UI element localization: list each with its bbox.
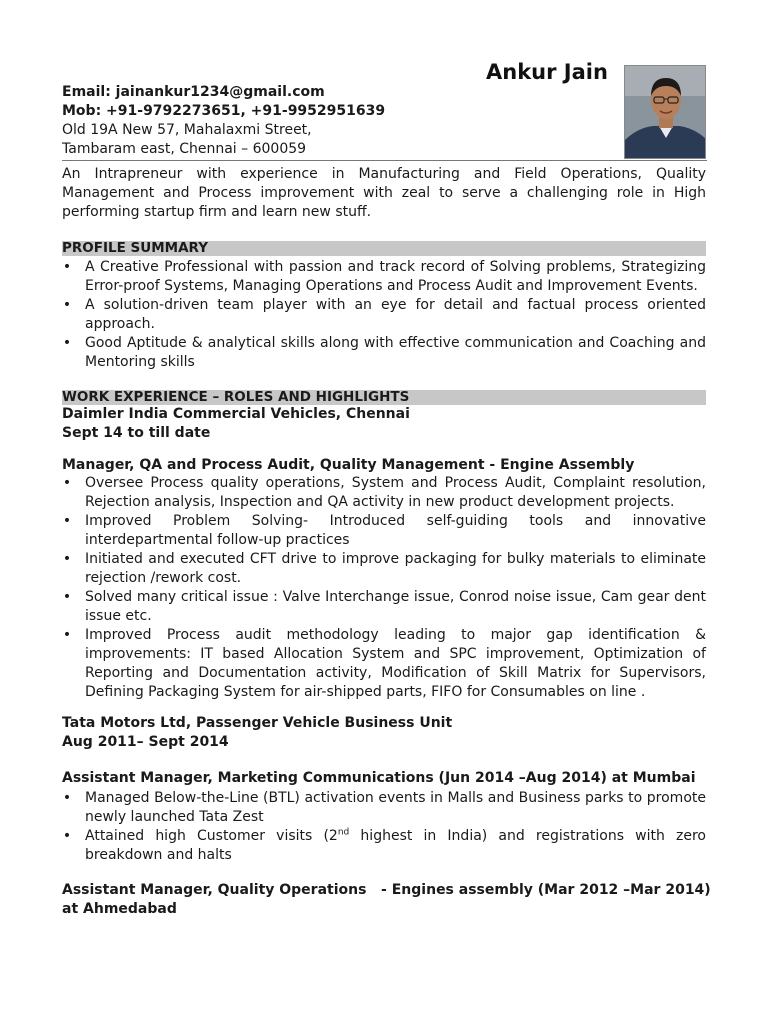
list-item-text: Oversee Process quality operations, System and Process Audit, Complaint resolution, Rejection analysis, Inspection and QA activity in new product development projects. bbox=[85, 475, 706, 510]
ordinal-suffix: nd bbox=[337, 827, 350, 838]
bullet-icon: • bbox=[62, 627, 72, 643]
role-1-title: Manager, QA and Process Audit, Quality Management - Engine Assembly bbox=[62, 457, 635, 473]
list-item-text: A Creative Professional with passion and track record of Solving problems, Strategizing Error-proof Systems, Managing Operations and Process Audit and Improvement Events. bbox=[85, 259, 706, 294]
contact-block bbox=[62, 83, 612, 159]
list-item bbox=[62, 258, 706, 296]
profile-summary-list-wrap bbox=[62, 258, 706, 372]
bullet-icon: • bbox=[62, 259, 72, 275]
list-item-text: Solved many critical issue : Valve Interchange issue, Conrod noise issue, Cam gear dent issue etc. bbox=[85, 589, 706, 624]
bullet-icon: • bbox=[62, 790, 72, 806]
list-item-text: Improved Problem Solving- Introduced self-guiding tools and innovative interdepartmental follow-up practices bbox=[85, 513, 706, 548]
bullet-icon: • bbox=[62, 297, 72, 313]
list-item bbox=[62, 512, 706, 550]
profile-photo bbox=[624, 65, 706, 159]
list-item bbox=[62, 626, 706, 702]
list-item-text-end: highest in India) and registrations with zero breakdown and halts bbox=[85, 828, 706, 863]
company-2-name: Tata Motors Ltd, Passenger Vehicle Business Unit bbox=[62, 715, 453, 731]
role-3-title: Assistant Manager, Quality Operations - Engines assembly (Mar 2012 –Mar 2014) bbox=[62, 882, 711, 898]
company-1-dates: Sept 14 to till date bbox=[62, 425, 211, 441]
list-item bbox=[62, 296, 706, 334]
career-summary: An Intrapreneur with experience in Manufacturing and Field Operations, Quality Management and Process improvement with zeal to serve a challenging role in High performing startup firm and learn new stuff. bbox=[62, 166, 706, 220]
list-item bbox=[62, 550, 706, 588]
list-item bbox=[62, 789, 706, 827]
role-2-title: Assistant Manager, Marketing Communications (Jun 2014 –Aug 2014) at Mumbai bbox=[62, 770, 696, 786]
list-item-text-start: Attained high Customer visits (2 bbox=[85, 828, 338, 844]
list-item bbox=[62, 474, 706, 512]
bullet-icon: • bbox=[62, 513, 72, 529]
address-line-1: Old 19A New 57, Mahalaxmi Street, bbox=[62, 122, 312, 138]
email-text: Email: jainankur1234@gmail.com bbox=[62, 84, 325, 100]
role-2-list bbox=[62, 789, 706, 865]
list-item bbox=[62, 827, 706, 865]
bullet-icon: • bbox=[62, 828, 72, 844]
mobile-text: Mob: +91-9792273651, +91-9952951639 bbox=[62, 103, 386, 119]
header-divider bbox=[62, 160, 707, 161]
bullet-icon: • bbox=[62, 475, 72, 491]
role-1-list-wrap bbox=[62, 474, 706, 702]
role-1-list bbox=[62, 474, 706, 702]
list-item-text: A solution-driven team player with an eye for detail and factual process oriented approach. bbox=[85, 297, 706, 332]
bullet-icon: • bbox=[62, 335, 72, 351]
list-item bbox=[62, 334, 706, 372]
role-2-list-wrap bbox=[62, 789, 706, 865]
list-item-text: Good Aptitude & analytical skills along with effective communication and Coaching and Mentoring skills bbox=[85, 335, 706, 370]
profile-summary-list bbox=[62, 258, 706, 372]
candidate-name: Ankur Jain bbox=[486, 60, 608, 84]
company-2-dates: Aug 2011– Sept 2014 bbox=[62, 734, 229, 750]
list-item-text: Improved Process audit methodology leading to major gap identification & improvements: IT based Allocation System and SPC improvement, Optimization of Reporting and Documentation activity, Modification of Skill Matrix for Supervisors, Defining Packaging System for air-shipped parts, FIFO for Consumables on line . bbox=[85, 627, 706, 700]
portrait-image bbox=[625, 66, 706, 159]
bullet-icon: • bbox=[62, 551, 72, 567]
bullet-icon: • bbox=[62, 589, 72, 605]
list-item-text bbox=[85, 828, 706, 863]
list-item-text: Managed Below-the-Line (BTL) activation events in Malls and Business parks to promote newly launched Tata Zest bbox=[85, 790, 706, 825]
list-item bbox=[62, 588, 706, 626]
company-1-name: Daimler India Commercial Vehicles, Chennai bbox=[62, 406, 410, 422]
profile-summary-heading: PROFILE SUMMARY bbox=[62, 241, 706, 256]
address-line-2: Tambaram east, Chennai – 600059 bbox=[62, 141, 307, 157]
work-experience-heading: WORK EXPERIENCE – ROLES AND HIGHLIGHTS bbox=[62, 390, 706, 405]
role-3-location: at Ahmedabad bbox=[62, 901, 177, 917]
list-item-text: Initiated and executed CFT drive to improve packaging for bulky materials to eliminate rejection /rework cost. bbox=[85, 551, 706, 586]
